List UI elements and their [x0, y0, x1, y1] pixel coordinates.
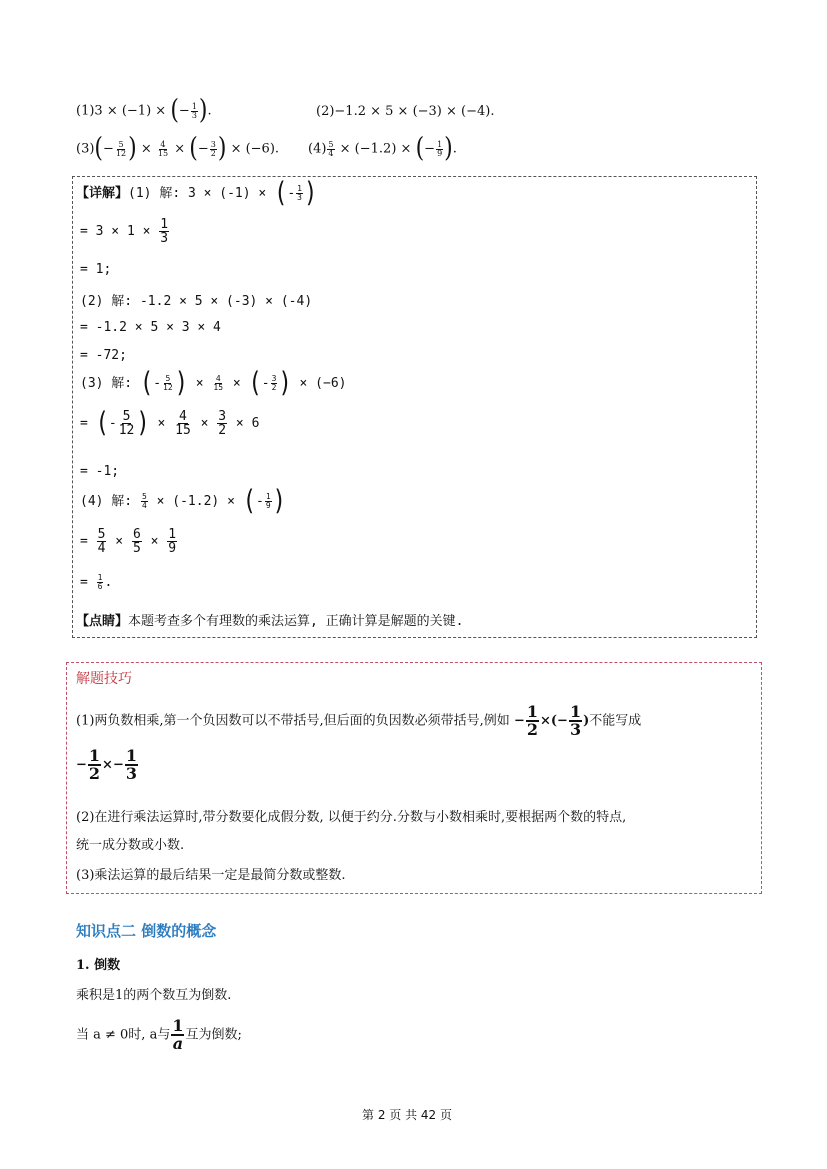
paren-close: )	[198, 94, 208, 126]
tip-1-example: − $\frac{1}{2}$ ×− $\frac{1}{3}$	[76, 746, 137, 783]
denominator: 15	[175, 423, 191, 438]
solution-4-line2: = $\frac{5}{4}$ × $\frac{6}{5}$ × $\frac{1}{9}$	[80, 527, 177, 556]
fraction	[115, 141, 127, 158]
solution-4-mid: × (-1.2) ×	[156, 494, 235, 509]
numerator: 3	[210, 139, 216, 149]
numerator: 1	[168, 527, 177, 542]
solution-1-text: (1) 解: 3 × (-1) ×	[128, 186, 275, 201]
fraction	[171, 1018, 184, 1052]
numerator: 1	[172, 1016, 184, 1035]
comment-line	[76, 610, 464, 629]
comment-tag: 【点睛】	[76, 614, 129, 629]
problem-4-label: (4)	[308, 141, 327, 157]
period: .	[452, 141, 457, 157]
denominator: 12	[163, 383, 173, 392]
detail-tag: 【详解】	[76, 186, 129, 201]
solution-2-line2: = -1.2 × 5 × 3 × 4	[80, 320, 221, 335]
fraction	[157, 141, 169, 158]
problem-4: (4) $\frac{5}{4}$ × (−1.2) × (− $\frac{1}{9}$ ).	[308, 132, 457, 164]
tip-1: (1)两负数相乘,第一个负因数可以不带括号,但后面的负因数必须带括号,例如 − $\frac{1}{2}$ ×(− $\frac{1}{3}$ )不能写成	[76, 702, 642, 739]
comment-text: 本题考查多个有理数的乘法运算, 正确计算是解题的关键.	[128, 614, 464, 629]
numerator: 1	[297, 184, 302, 193]
denominator: 4	[141, 501, 147, 510]
solution-1-head: 【详解】(1) 解: 3 × (-1) × (- $\frac{1}{3}$ )	[76, 177, 318, 209]
reciprocal-line-pre: 当 a ≠ 0时, a与	[76, 1027, 171, 1043]
problem-2	[316, 104, 494, 119]
problem-3: (3)(− $\frac{5}{12}$ ) × $\frac{4}{15}$ × (− $\frac{3}{2}$ ) × (−6).	[76, 132, 280, 164]
paren-close: )	[272, 485, 286, 517]
numerator: 1	[437, 139, 443, 149]
denominator: 9	[437, 148, 443, 158]
fraction: $\frac{1}{2}$	[88, 746, 101, 783]
solution-3-text: (3) 解:	[80, 376, 140, 391]
numerator: 5	[141, 492, 147, 501]
denominator: 12	[115, 148, 127, 158]
fraction	[296, 185, 303, 202]
numerator: 1	[97, 573, 103, 582]
paren-close: )	[444, 132, 453, 164]
fraction: $\frac{6}{5}$	[132, 527, 141, 556]
period: .	[207, 103, 212, 119]
definition: 乘积是1的两个数互为倒数.	[76, 988, 232, 1003]
denominator: 4	[97, 541, 106, 556]
solution-2-line3: = -72;	[80, 348, 127, 363]
paren-open: (	[242, 485, 256, 517]
fraction	[97, 528, 107, 555]
numerator: 4	[179, 409, 187, 424]
denominator: 3	[297, 193, 302, 202]
tip-3: (3)乘法运算的最后结果一定是最简分数或整数.	[76, 868, 346, 883]
fraction	[141, 493, 148, 510]
reciprocal-line-post: 互为倒数;	[185, 1027, 242, 1043]
tip-2a: (2)在进行乘法运算时,带分数要化成假分数, 以便于约分.分数与小数相乘时,要根据两个数的特点,	[76, 810, 627, 825]
problem-3-label: (3)	[76, 141, 95, 157]
solution-1-line2-text: = 3 × 1 ×	[80, 224, 159, 239]
fraction	[327, 141, 334, 158]
denominator: 3	[160, 231, 169, 246]
numerator: 3	[271, 374, 277, 383]
paren-close: )	[136, 407, 150, 439]
fraction	[159, 218, 169, 245]
problem-1-text: (1)3 × (−1) ×	[76, 103, 171, 119]
denominator: 3	[191, 110, 197, 120]
reciprocal-line	[76, 1018, 242, 1052]
numerator: 4	[160, 139, 166, 149]
fraction	[97, 574, 104, 591]
denominator: 15	[213, 383, 224, 392]
paren-open: (	[415, 132, 425, 164]
tip-1-text: (1)两负数相乘,第一个负因数可以不带括号,但后面的负因数必须带括号,例如	[76, 713, 510, 729]
paren-open: (	[95, 407, 109, 439]
problem-3-tail: × (−6)	[230, 141, 275, 157]
page-footer: 第 2 页 共 42 页	[362, 1108, 452, 1122]
denominator: 12	[118, 423, 135, 438]
paren-close: )	[217, 132, 227, 164]
tip-1-end: 不能写成	[589, 713, 642, 729]
numerator: 1	[191, 101, 197, 111]
equals: =	[80, 575, 96, 590]
fraction	[174, 410, 192, 437]
numerator: 4	[215, 374, 221, 383]
solution-3-line3: = -1;	[80, 464, 120, 479]
fraction	[436, 141, 443, 158]
solution-2-head: (2) 解: -1.2 × 5 × (-3) × (-4)	[80, 294, 313, 309]
section-heading: 知识点二 倒数的概念	[76, 922, 217, 940]
denominator: a	[172, 1034, 184, 1053]
numerator: 5	[97, 527, 106, 542]
denominator: 2	[271, 383, 277, 392]
numerator: 5	[118, 139, 124, 149]
fraction	[167, 528, 177, 555]
tips-title: 解题技巧	[76, 671, 132, 687]
denominator: 2	[218, 423, 227, 438]
fraction: $\frac{1}{2}$	[526, 702, 538, 739]
numerator: 5	[122, 409, 131, 424]
paren-open: (	[94, 132, 104, 164]
paren-open: (	[170, 94, 179, 126]
denominator: 2	[210, 148, 216, 158]
numerator: 5	[165, 374, 171, 383]
fraction: $\frac{1}{3}$	[125, 746, 137, 783]
fraction	[212, 375, 224, 392]
solution-4-line3: = $\frac{1}{6}$ .	[80, 573, 113, 591]
denominator: 15	[157, 148, 169, 158]
paren-close: )	[128, 132, 137, 164]
paren-open: (	[248, 367, 262, 399]
solution-4-text: (4) 解:	[80, 494, 140, 509]
tip-2b: 统一成分数或小数.	[76, 838, 185, 853]
numerator: 1	[265, 492, 271, 501]
solution-1-line2	[80, 218, 170, 245]
solution-1-line3: = 1;	[80, 262, 112, 277]
denominator: 4	[328, 148, 334, 158]
paren-close: )	[303, 177, 318, 209]
solution-4-head: (4) 解: $\frac{5}{4}$ × (-1.2) × (- $\frac{1}{9}$ )	[80, 485, 286, 517]
solution-3-line2: = (- $\frac{5}{12}$ ) × $\frac{4}{15}$ × $\frac{3}{2}$ × 6	[80, 407, 260, 439]
problem-4-mid: × (−1.2) ×	[339, 141, 412, 157]
fraction	[217, 410, 227, 437]
denominator: 9	[168, 541, 177, 556]
paren-close: )	[174, 367, 188, 399]
fraction	[271, 375, 278, 392]
fraction	[265, 493, 272, 510]
solution-3-tail: × (−6)	[299, 376, 347, 391]
paren-open: (	[189, 132, 198, 164]
denominator: 9	[265, 501, 271, 510]
numerator: 5	[328, 139, 334, 149]
solution-3-head: (3) 解: (- $\frac{5}{12}$ ) × $\frac{4}{15}$ × (- $\frac{3}{2}$ ) × (−6)	[80, 367, 347, 399]
numerator: 3	[218, 409, 227, 424]
paren-open: (	[274, 177, 288, 209]
fraction	[210, 141, 217, 158]
fraction	[162, 375, 174, 392]
tips-box	[66, 662, 762, 894]
fraction: $\frac{1}{3}$	[569, 702, 582, 739]
paren-open: (	[139, 367, 154, 399]
period: .	[274, 141, 280, 157]
denominator: 6	[97, 582, 103, 591]
numerator: 1	[160, 217, 169, 232]
fraction	[191, 103, 198, 120]
period: .	[490, 104, 495, 119]
fraction	[118, 410, 136, 437]
problem-2-text: (2)−1.2 × 5 × (−3) × (−4)	[316, 104, 491, 119]
paren-close: )	[278, 367, 292, 399]
problem-1: (1)3 × (−1) × (− $\frac{1}{3}$ ).	[76, 94, 212, 126]
section-subheading: 1. 倒数	[76, 958, 121, 973]
solution-box	[72, 176, 757, 638]
